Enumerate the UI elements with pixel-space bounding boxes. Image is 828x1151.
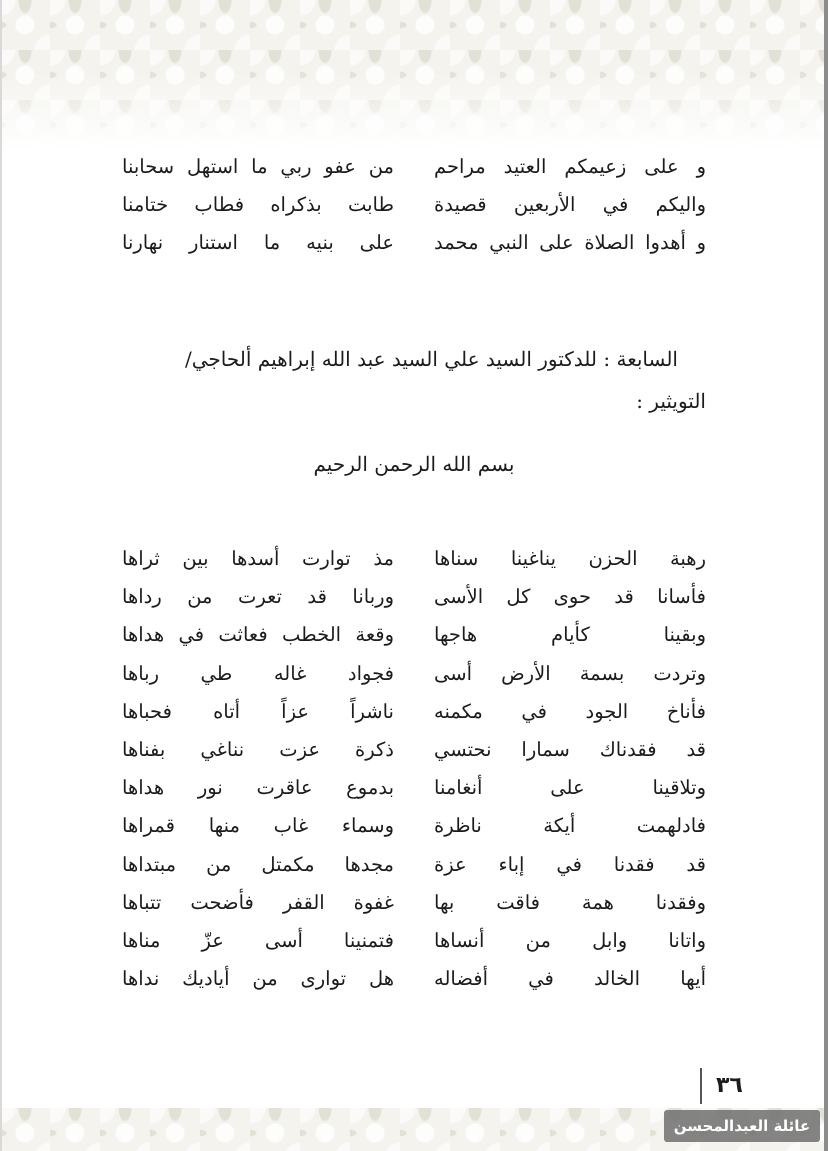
verse-second-hemistich: فتمنينا أسى عزّ مناها <box>122 928 394 952</box>
verse-first-hemistich: و على زعيمكم العتيد مراحم <box>434 155 706 178</box>
verse-first-hemistich: فأناخ الجود في مكمنه <box>434 699 706 723</box>
verse <box>122 809 706 847</box>
verse-first-hemistich: رهبة الحزن يناغينا سناها <box>434 547 706 570</box>
verse <box>122 962 706 1000</box>
verse-second-hemistich: ناشراً عزاً أتاه فحباها <box>122 699 394 723</box>
verse-second-hemistich: مذ توارت أسدها بين ثراها <box>122 547 394 570</box>
verse-second-hemistich: بدموع عاقرت نور هداها <box>122 776 394 800</box>
verse <box>122 924 706 962</box>
verse-second-hemistich: فجواد غاله طي رباها <box>122 661 394 685</box>
verse-second-hemistich: وقعة الخطب فعاثت في هداها <box>122 623 394 647</box>
verse-first-hemistich: وبقينا كأيام هاجها <box>434 623 706 647</box>
verse <box>122 226 706 264</box>
verse-second-hemistich: على بنيه ما استنار نهارنا <box>122 231 394 254</box>
verse-first-hemistich: وفقدنا همة فاقت بها <box>434 890 706 914</box>
verse <box>122 771 706 809</box>
verse <box>122 580 706 618</box>
page-left-edge <box>0 0 2 1151</box>
poem-dedication-heading <box>122 338 706 422</box>
verse <box>122 618 706 656</box>
verse <box>122 733 706 771</box>
page-right-edge <box>824 0 828 1151</box>
dedication-line-1: السابعة : للدكتور السيد علي السيد عبد الله إبراهيم ألحاجي/ <box>184 347 678 371</box>
verse <box>122 188 706 226</box>
verse-first-hemistich: قد فقدنا في إباء عزة <box>434 852 706 876</box>
verse <box>122 542 706 580</box>
poem-closing-verses <box>122 150 706 264</box>
verse-second-hemistich: وسماء غاب منها قمراها <box>122 814 394 838</box>
basmala: بسم الله الرحمن الرحيم <box>313 452 515 476</box>
page-number: ٣٦ <box>700 1068 743 1104</box>
verse-first-hemistich: فادلهمت أيكة ناظرة <box>434 814 706 838</box>
verse-first-hemistich: قد فقدناك سمارا نحتسي <box>434 737 706 761</box>
dedication-line-2: التويثير : <box>636 389 706 413</box>
verse-second-hemistich: ذكرة عزت نناغي بفناها <box>122 737 394 761</box>
verse-second-hemistich: هل توارى من أياديك نداها <box>122 967 394 991</box>
verse-first-hemistich: وتلاقينا على أنغامنا <box>434 776 706 800</box>
verse-first-hemistich: وتردت بسمة الأرض أسى <box>434 661 706 685</box>
poem-elegy <box>122 542 706 1000</box>
verse <box>122 657 706 695</box>
header-fade <box>0 70 828 150</box>
verse-first-hemistich: واتانا وابل من أنساها <box>434 928 706 952</box>
verse <box>122 150 706 188</box>
verse-second-hemistich: مجدها مكمتل من مبتداها <box>122 852 394 876</box>
verse-first-hemistich: واليكم في الأربعين قصيدة <box>434 193 706 216</box>
watermark-label: عائلة العبدالمحسن <box>664 1110 820 1142</box>
verse-second-hemistich: وربانا قد تعرت من رداها <box>122 585 394 609</box>
verse <box>122 886 706 924</box>
verse-second-hemistich: طابت بذكراه فطاب ختامنا <box>122 193 394 216</box>
verse <box>122 695 706 733</box>
verse-first-hemistich: فأسانا قد حوى كل الأسى <box>434 585 706 609</box>
verse <box>122 848 706 886</box>
verse-second-hemistich: غفوة القفر فأضحت تتباها <box>122 890 394 914</box>
verse-second-hemistich: من عفو ربي ما استهل سحابنا <box>122 155 394 178</box>
verse-first-hemistich: و أهدوا الصلاة على النبي محمد <box>434 231 706 254</box>
verse-first-hemistich: أيها الخالد في أفضاله <box>434 967 706 991</box>
